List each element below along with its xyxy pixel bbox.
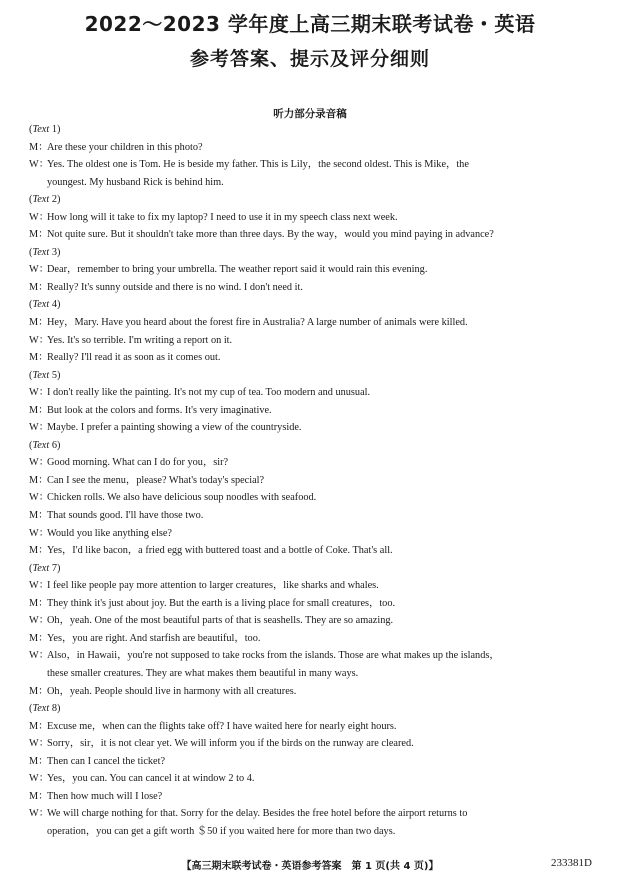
text-number: 3 [51, 246, 57, 258]
dialogue-line [29, 209, 597, 227]
dialogue-text: Yes，you can. You can cancel it at window 2 to 4. [47, 773, 255, 785]
dialogue-line [29, 805, 597, 823]
dialogue-line [29, 683, 597, 701]
document-subtitle: 参考答案、提示及评分细则 [189, 48, 430, 70]
dialogue-text: Hey，Mary. Have you heard about the forest fire in Australia? A large number of animals were killed. [47, 317, 468, 329]
dialogue-continuation [29, 823, 597, 841]
speaker-label: M： [29, 229, 49, 241]
dialogue-line [29, 261, 597, 279]
dialogue-line [29, 419, 597, 437]
speaker-label: W： [29, 492, 50, 504]
speaker-label: W： [29, 615, 50, 627]
speaker-label: W： [29, 527, 50, 539]
speaker-label: W： [29, 808, 50, 820]
dialogue-line [29, 647, 597, 665]
text-number: 4 [51, 299, 57, 311]
dialogue-text: Oh，yeah. One of the most beautiful parts of that is seashells. They are so amazing. [47, 615, 394, 627]
dialogue-text: Yes. The oldest one is Tom. He is beside my father. This is Lily，the second oldest. This is Mike，the [47, 159, 469, 171]
speaker-label: M： [29, 755, 49, 767]
dialogue-line [29, 332, 597, 350]
dialogue-text: Not quite sure. But it shouldn't take more than three days. By the way，would you mind paying in advance? [47, 229, 494, 241]
text-section-header: ( Text 6 ) [29, 437, 597, 455]
dialogue-line [29, 156, 597, 174]
dialogue-line [29, 753, 597, 771]
text-number: 7 [51, 562, 57, 574]
section-title: 听力部分录音稿 [273, 108, 347, 120]
dialogue-text: Also，in Hawaii，you're not supposed to take rocks from the islands. Those are what makes up the islands， [47, 650, 500, 662]
dialogue-text: I feel like people pay more attention to larger creatures，like sharks and whales. [47, 580, 379, 592]
dialogue-line [29, 384, 597, 402]
text-label: Text [32, 194, 50, 206]
dialogue-line [29, 507, 597, 525]
text-section-header: ( Text 3 ) [29, 244, 597, 262]
text-label: Text [32, 124, 50, 135]
dialogue-text: Excuse me，when can the flights take off? I have waited here for nearly eight hours. [47, 720, 397, 732]
speaker-label: W： [29, 650, 50, 662]
speaker-label: W： [29, 457, 50, 469]
dialogue-line [29, 314, 597, 332]
footer-exam-code: 233381D [551, 857, 592, 869]
text-section-header: ( Text 4 ) [29, 296, 597, 314]
transcript-body [29, 121, 597, 840]
dialogue-line [29, 489, 597, 507]
dialogue-text: That sounds good. I'll have those two. [47, 510, 204, 522]
dialogue-text: Chicken rolls. We also have delicious soup noodles with seafood. [47, 492, 317, 504]
speaker-label: M： [29, 317, 49, 329]
speaker-label: W： [29, 422, 50, 434]
speaker-label: M： [29, 141, 49, 153]
speaker-label: M： [29, 790, 49, 802]
speaker-label: M： [29, 474, 49, 486]
dialogue-text: They think it's just about joy. But the earth is a living place for small creatures，too. [47, 597, 396, 609]
dialogue-line [29, 612, 597, 630]
speaker-label: W： [29, 773, 50, 785]
text-section-header: ( Text 1 ) [29, 121, 597, 139]
dialogue-line [29, 279, 597, 297]
speaker-label: W： [29, 387, 50, 399]
dialogue-text: Yes，I'd like bacon，a fried egg with buttered toast and a bottle of Coke. That's all. [47, 545, 393, 557]
dialogue-text: Dear，remember to bring your umbrella. The weather report said it would rain this evening. [47, 264, 428, 276]
text-section-header: ( Text 2 ) [29, 191, 597, 209]
dialogue-line [29, 788, 597, 806]
dialogue-line [29, 595, 597, 613]
speaker-label: M： [29, 720, 49, 732]
speaker-label: M： [29, 404, 49, 416]
speaker-label: W： [29, 334, 50, 346]
dialogue-text: Really? I'll read it as soon as it comes out. [47, 352, 221, 364]
dialogue-text: operation，you can get a gift worth ＄50 if you waited here for more than two days. [47, 825, 396, 837]
dialogue-text: Then can I cancel the ticket? [47, 755, 166, 767]
speaker-label: W： [29, 159, 50, 171]
dialogue-text: Really? It's sunny outside and there is no wind. I don't need it. [47, 281, 303, 293]
dialogue-text: Can I see the menu，please? What's today's special? [47, 474, 265, 486]
text-label: Text [32, 562, 50, 574]
speaker-label: W： [29, 264, 50, 276]
dialogue-text: Yes. It's so terrible. I'm writing a report on it. [47, 334, 233, 346]
text-label: Text [32, 703, 50, 715]
text-label: Text [32, 246, 50, 258]
dialogue-line [29, 577, 597, 595]
dialogue-line [29, 542, 597, 560]
dialogue-text: Sorry，sir，it is not clear yet. We will inform you if the birds on the runway are cleared. [47, 738, 414, 750]
dialogue-text: Maybe. I prefer a painting showing a view of the countryside. [47, 422, 302, 434]
speaker-label: M： [29, 510, 49, 522]
text-number: 8 [51, 703, 57, 715]
speaker-label: W： [29, 580, 50, 592]
dialogue-line [29, 718, 597, 736]
dialogue-text: Then how much will I lose? [47, 790, 163, 802]
dialogue-line [29, 735, 597, 753]
speaker-label: M： [29, 597, 49, 609]
dialogue-text: Good morning. What can I do for you，sir? [47, 457, 229, 469]
dialogue-continuation [29, 665, 597, 683]
dialogue-text: We will charge nothing for that. Sorry for the delay. Besides the free hotel before the airport returns to [47, 808, 468, 820]
dialogue-line [29, 630, 597, 648]
dialogue-continuation [29, 174, 597, 192]
text-label: Text [32, 439, 50, 451]
speaker-label: W： [29, 211, 50, 223]
dialogue-text: I don't really like the painting. It's not my cup of tea. Too modern and unusual. [47, 387, 371, 399]
dialogue-text: How long will it take to fix my laptop? I need to use it in my speech class next week. [47, 211, 398, 223]
footer-page-info: 【高三期末联考试卷・英语参考答案 第 1 页(共 4 页)】 [181, 861, 439, 872]
dialogue-line [29, 139, 597, 157]
speaker-label: M： [29, 352, 49, 364]
speaker-label: M： [29, 632, 49, 644]
text-section-header: ( Text 8 ) [29, 700, 597, 718]
speaker-label: W： [29, 738, 50, 750]
text-label: Text [32, 369, 50, 381]
text-section-header: ( Text 7 ) [29, 560, 597, 578]
dialogue-text: Are these your children in this photo? [47, 141, 203, 153]
text-section-header: ( Text 5 ) [29, 367, 597, 385]
dialogue-line [29, 472, 597, 490]
speaker-label: M： [29, 281, 49, 293]
text-number: 6 [51, 439, 57, 451]
text-number: 5 [51, 369, 57, 381]
dialogue-text: Would you like anything else? [47, 527, 172, 539]
document-title: 2022～2023 学年度上高三期末联考试卷・英语 [84, 12, 536, 36]
text-number: 2 [51, 194, 57, 206]
speaker-label: M： [29, 545, 49, 557]
speaker-label: M： [29, 685, 49, 697]
dialogue-line [29, 349, 597, 367]
text-label: Text [32, 299, 50, 311]
dialogue-line [29, 402, 597, 420]
dialogue-line [29, 454, 597, 472]
dialogue-text: these smaller creatures. They are what makes them beautiful in many ways. [47, 667, 359, 679]
text-number: 1 [51, 124, 57, 135]
dialogue-line [29, 226, 597, 244]
dialogue-line [29, 525, 597, 543]
dialogue-text: Yes，you are right. And starfish are beautiful，too. [47, 632, 261, 644]
dialogue-text: But look at the colors and forms. It's very imaginative. [47, 404, 272, 416]
dialogue-line [29, 770, 597, 788]
dialogue-text: Oh，yeah. People should live in harmony with all creatures. [47, 685, 297, 697]
dialogue-text: youngest. My husband Rick is behind him. [47, 176, 224, 188]
